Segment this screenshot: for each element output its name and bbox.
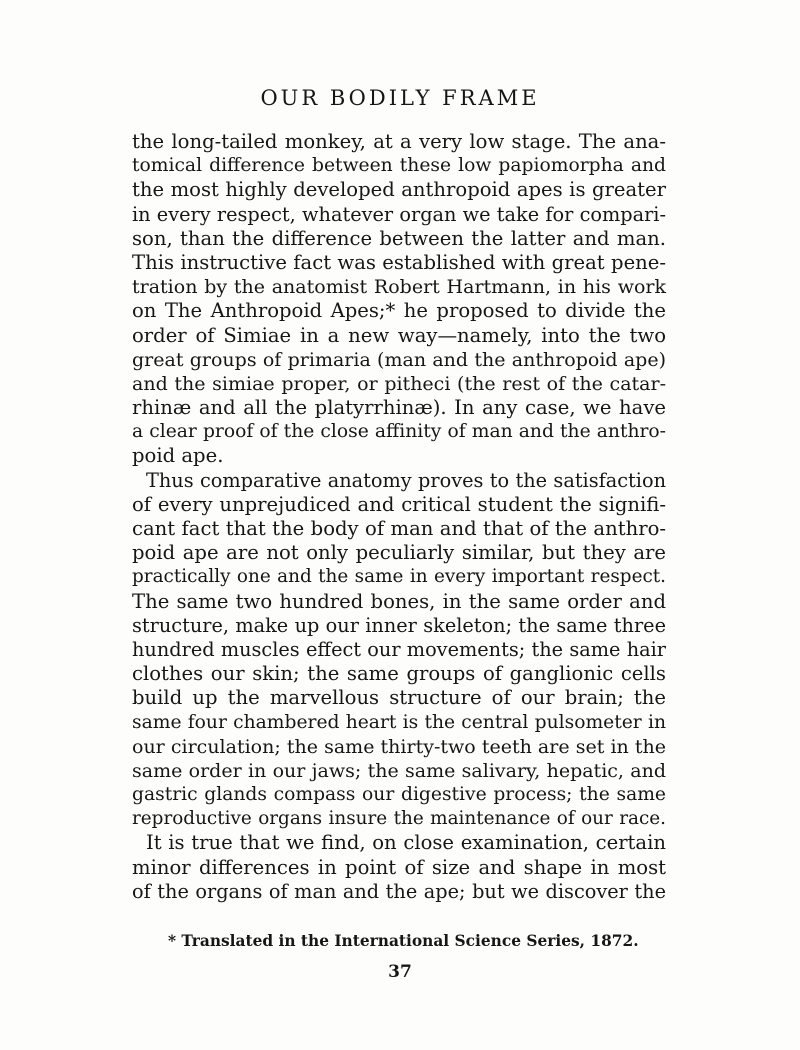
text-line: the most highly developed anthropoid apes is greater — [132, 178, 666, 202]
text-line: son, than the difference between the latter and man. — [132, 226, 666, 250]
text-line: The same two hundred bones, in the same order and — [132, 589, 666, 613]
text-line: build up the marvellous structure of our brain; the — [132, 686, 666, 710]
text-line: This instructive fact was established with great pene- — [132, 250, 666, 274]
text-line: of the organs of man and the ape; but we discover the — [132, 879, 666, 903]
paragraph-start-line: It is true that we find, on close examination, certain — [146, 831, 666, 855]
text-line: and the simiae proper, or pitheci (the rest of the catar- — [132, 372, 666, 395]
text-line: cant fact that the body of man and that of the anthro- — [132, 517, 666, 540]
text-line: great groups of primaria (man and the anthropoid ape) — [132, 348, 666, 371]
text-line: in every respect, whatever organ we take for compari- — [132, 202, 666, 226]
text-line: clothes our skin; the same groups of ganglionic cells — [132, 662, 666, 686]
text-line: of every unprejudiced and critical student the signifi- — [132, 492, 666, 516]
footnote: * Translated in the International Science Series, 1872. — [168, 932, 639, 950]
text-line: poid ape are not only peculiarly similar, but they are — [132, 541, 666, 565]
text-line: rhinæ and all the platyrrhinæ). In any case, we have — [132, 396, 666, 420]
running-head: OUR BODILY FRAME — [260, 86, 540, 110]
text-line: tomical difference between these low papiomorpha and — [132, 155, 666, 177]
text-line: order of Simiae in a new way—namely, into the two — [132, 323, 666, 347]
text-line: a clear proof of the close affinity of man and the anthro- — [132, 421, 666, 443]
text-line: same order in our jaws; the same salivary, hepatic, and — [132, 759, 666, 782]
text-line: on The Anthropoid Apes;* he proposed to divide the — [132, 299, 666, 323]
paragraph-start-line: Thus comparative anatomy proves to the satisfaction — [146, 468, 666, 492]
text-line: hundred muscles effect our movements; the same hair — [132, 637, 666, 661]
text-line: tration by the anatomist Robert Hartmann, in his work — [132, 276, 666, 299]
text-line: minor differences in point of size and shape in most — [132, 855, 666, 879]
text-line: same four chambered heart is the central pulsometer in — [132, 711, 666, 733]
text-line: poid ape. — [132, 444, 224, 468]
text-line: the long-tailed monkey, at a very low stage. The ana- — [132, 130, 666, 153]
text-line: reproductive organs insure the maintenance of our race. — [132, 808, 666, 830]
body-text — [132, 130, 666, 904]
text-line: practically one and the same in every important respect. — [132, 566, 666, 588]
text-line: gastric glands compass our digestive process; the same — [132, 784, 666, 806]
page-number: 37 — [388, 962, 412, 982]
text-line: our circulation; the same thirty-two teeth are set in the — [132, 735, 666, 758]
text-line: structure, make up our inner skeleton; the same three — [132, 613, 666, 637]
